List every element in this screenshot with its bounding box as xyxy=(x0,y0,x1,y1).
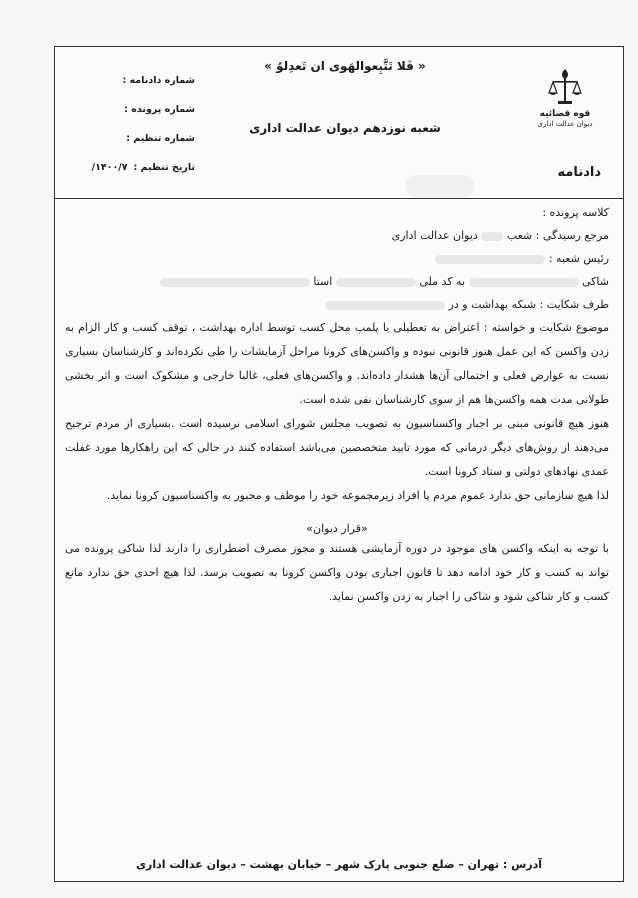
date-value: ۱۴۰۰/۷/ xyxy=(91,162,128,173)
paragraph-3: لذا هیچ سازمانی حق ندارد عموم مردم یا افراد زیرمجموعه خود را موظف و مجبور به واکسناسیون کرونا نماید. xyxy=(106,489,609,502)
reviewer-rest: دیوان عدالت اداری xyxy=(391,229,478,242)
date-label: تاریخ تنظیم : xyxy=(133,162,195,173)
file-class: کلاسه پرونده : xyxy=(542,206,609,219)
reviewer-label: مرجع رسیدگی : شعب xyxy=(506,229,609,242)
complainant-label: شاکی xyxy=(582,275,609,288)
branch-head-row xyxy=(65,247,609,270)
decision-paragraph: با توجه به اینکه واکسن های موجود در دوره آزمایشی هستند و مجوز مصرف اضطراری را دارند لذا شاکی پرونده می تواند به کسب و کار خود ادامه دهد تا قانون اجباری بودن واکسن کرونا به تصویب برسد. لذا هیچ احدی حق ندارد مانع کسب و کار شاکی شود و شاکی را اجبار به زدن واکسن نماید. xyxy=(65,542,609,603)
file-no-label: شماره پرونده : xyxy=(124,104,195,115)
reg-no-label: شماره تنظیم : xyxy=(126,133,195,144)
branch-title: شعبه نوزدهم دیوان عدالت اداری xyxy=(249,121,441,135)
doc-type-label: دادنامه xyxy=(557,165,601,180)
defendant-row xyxy=(65,293,609,316)
redaction xyxy=(469,278,579,287)
emblem-brand: قوه قضائیه xyxy=(539,109,591,119)
document-body xyxy=(55,197,623,609)
verdict-no-label: شماره دادنامه : xyxy=(122,75,195,86)
redaction xyxy=(160,278,310,287)
document-header xyxy=(55,47,623,199)
subject-paragraph: موضوع شکایت و خواسته : اعتراض به تعطیلی یا پلمپ محل کسب توسط اداره بهداشت ، توقف کسب و کار الزام به زدن واکسن که این عمل هنوز قانونی نبوده و واکسن‌های کرونا مراحل آزمایشات را طی نکرده‌اند و کارشناسان بسیاری نسبت به عوارض فعلی و احتمالی آن‌ها هشدار داده‌اند. و واکسن‌های فعلی، غالبا خارجی و مشکوک است و اثر بخشی طولانی مدت همه واکسن‌ها هم از سوی کارشناسان نفی شده است. xyxy=(65,321,609,406)
redaction xyxy=(435,255,545,264)
quran-verse: « فَلا تَتَّبِعوالهَوی ان تَعدِلوُ » xyxy=(264,59,426,73)
redaction-smudge xyxy=(405,175,475,197)
meta-block xyxy=(45,75,195,191)
reviewer-row xyxy=(65,224,609,247)
defendant-label: طرف شکایت : شبکه بهداشت و در xyxy=(448,298,609,311)
national-id-label: به کد ملی xyxy=(419,275,466,288)
verdict-page xyxy=(54,46,624,882)
paragraph-2: هنوز هیچ قانونی مبنی بر اجبار واکسناسیون به تصویب مجلس شورای اسلامی نرسیده است .بسیاری از مردم ترجیح می‌دهند از روش‌های دیگر درمانی که مورد تایید متخصصین می‌باشد استفاده کنند در حالی که این راهکارها مورد غفلت عمدی نهادهای دولتی و ستاد کرونا است. xyxy=(65,417,609,478)
branch-head-label: رئیس شعبه : xyxy=(548,252,609,265)
redaction xyxy=(481,232,503,241)
judiciary-emblem xyxy=(535,67,595,128)
emblem-icon xyxy=(547,67,583,107)
emblem-sub: دیوان عدالت اداری xyxy=(537,120,593,128)
redaction xyxy=(325,301,445,310)
date-row xyxy=(45,162,195,191)
address-footer: آدرس : تهران – ضلع جنوبی پارک شهر – خیابان بهشت – دیوان عدالت اداری xyxy=(135,858,543,871)
province-label: استا xyxy=(313,275,333,288)
complainant-row xyxy=(65,270,609,293)
decision-title: «قرار دیوان» xyxy=(306,522,368,535)
redaction xyxy=(336,278,416,287)
